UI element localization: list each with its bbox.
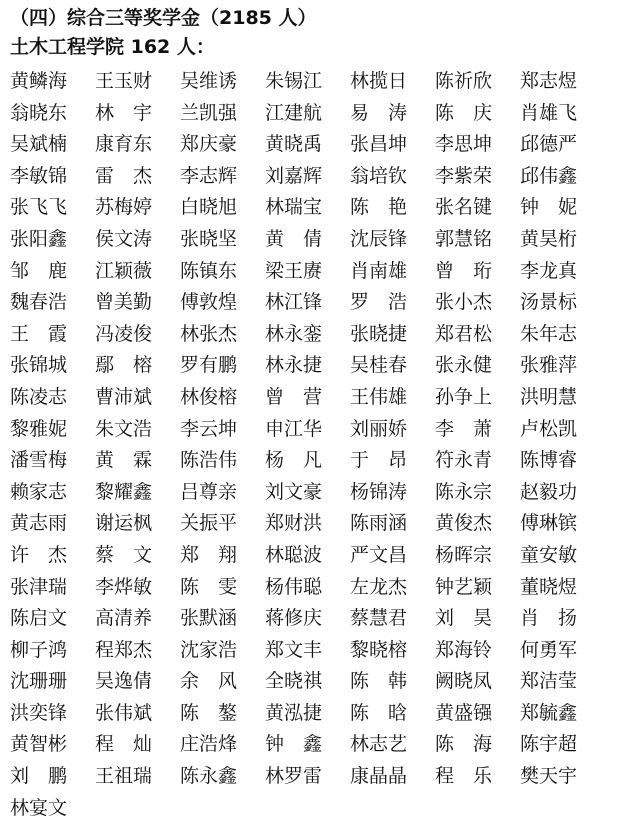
student-name: 朱锡江 — [265, 70, 323, 92]
student-name: 陈雨涵 — [350, 512, 408, 535]
student-name: 林 宇 — [95, 101, 153, 124]
student-name: 钟 妮 — [520, 196, 578, 219]
student-name: 杨伟聪 — [265, 575, 323, 598]
student-name: 肖雄飞 — [520, 101, 578, 124]
student-name: 邱德严 — [520, 133, 578, 156]
student-name: 李 萧 — [435, 417, 493, 440]
student-name: 李龙真 — [520, 259, 578, 282]
student-name: 张默涵 — [180, 607, 238, 630]
student-name: 黎晓榕 — [350, 638, 408, 661]
student-name: 王祖瑞 — [95, 765, 153, 788]
section-title: （四）综合三等奖学金（2185 人） — [10, 7, 317, 29]
student-name: 陈永鑫 — [180, 765, 238, 788]
student-name: 张雅萍 — [520, 354, 578, 377]
student-name: 严文昌 — [350, 543, 408, 566]
student-name: 杨锦涛 — [350, 480, 408, 503]
student-name: 钟艺颖 — [435, 575, 493, 598]
student-name: 何勇军 — [520, 638, 578, 661]
student-name: 李紫荣 — [435, 164, 493, 187]
student-name: 黄盛镪 — [435, 701, 493, 724]
student-name: 黄鳞海 — [10, 70, 68, 92]
student-name: 魏春浩 — [10, 291, 68, 314]
student-name: 王 霞 — [10, 322, 68, 345]
student-name: 吴斌楠 — [10, 133, 68, 156]
student-name: 卢松凯 — [520, 417, 578, 440]
student-name: 傅琳镔 — [520, 512, 578, 535]
student-name: 翁培钦 — [350, 164, 408, 187]
student-name: 林俊榕 — [180, 385, 238, 408]
student-name: 黄俊杰 — [435, 512, 493, 535]
student-name: 林罗雷 — [265, 765, 323, 788]
student-name: 关振平 — [180, 512, 238, 535]
student-name: 朱年志 — [520, 322, 578, 345]
student-name: 曾 营 — [265, 385, 323, 408]
student-name: 张锦城 — [10, 354, 68, 377]
student-name: 林张杰 — [180, 322, 238, 345]
student-name: 曾 珩 — [435, 259, 493, 282]
student-name: 陈宇超 — [520, 733, 578, 756]
student-name: 吕尊亲 — [180, 480, 238, 503]
student-name: 程郑杰 — [95, 638, 153, 661]
student-name: 邹 鹿 — [10, 259, 68, 282]
student-name: 蔡慧君 — [350, 607, 408, 630]
student-name: 白晓旭 — [180, 196, 238, 219]
student-name: 陈 庆 — [435, 101, 493, 124]
student-name: 曾美勤 — [95, 291, 153, 314]
student-name: 侯文涛 — [95, 227, 153, 250]
student-name: 黄 倩 — [265, 227, 323, 250]
student-name: 陈镇东 — [180, 259, 238, 282]
student-name: 左龙杰 — [350, 575, 408, 598]
student-name: 黎耀鑫 — [95, 480, 153, 503]
student-name: 李敏锦 — [10, 164, 68, 187]
student-name: 兰凯强 — [180, 101, 238, 124]
student-name: 洪明慧 — [520, 385, 578, 408]
student-name: 张晓捷 — [350, 322, 408, 345]
student-name: 黄晓禹 — [265, 133, 323, 156]
student-name: 申江华 — [265, 417, 323, 440]
student-name: 程 乐 — [435, 765, 493, 788]
student-name: 黄 霖 — [95, 449, 153, 472]
student-name: 黄昊桁 — [520, 227, 578, 250]
student-name: 罗 浩 — [350, 291, 408, 314]
student-name: 江颖薇 — [95, 259, 153, 282]
student-name: 康晶晶 — [350, 765, 408, 788]
student-name: 陈 海 — [435, 733, 493, 756]
student-name: 张晓坚 — [180, 227, 238, 250]
student-name: 曹沛斌 — [95, 385, 153, 408]
student-name: 黄泓捷 — [265, 701, 323, 724]
student-name: 张津瑞 — [10, 575, 68, 598]
student-name: 苏梅婷 — [95, 196, 153, 219]
student-name: 刘 鹏 — [10, 765, 68, 788]
student-name: 陈 雯 — [180, 575, 238, 598]
student-name: 谢运枫 — [95, 512, 153, 535]
student-name: 吴桂春 — [350, 354, 408, 377]
student-name: 董晓煜 — [520, 575, 578, 598]
student-name: 张永健 — [435, 354, 493, 377]
student-name: 吴逸倩 — [95, 670, 153, 693]
student-name: 张名键 — [435, 196, 493, 219]
student-name: 许 杰 — [10, 543, 68, 566]
student-name: 余 风 — [180, 670, 238, 693]
student-name: 郭慧铭 — [435, 227, 493, 250]
student-name: 康育东 — [95, 133, 153, 156]
student-name: 潘雪梅 — [10, 449, 68, 472]
student-name: 郑庆豪 — [180, 133, 238, 156]
student-name: 孙争上 — [435, 385, 493, 408]
student-name: 陈祈欣 — [435, 70, 493, 92]
student-name: 鄢 榕 — [95, 354, 153, 377]
student-name: 杨 凡 — [265, 449, 323, 472]
student-name: 陈 艳 — [350, 196, 408, 219]
student-name: 罗有鹏 — [180, 354, 238, 377]
student-name: 陈 晗 — [350, 701, 408, 724]
student-name: 高清养 — [95, 607, 153, 630]
student-name: 杨晖宗 — [435, 543, 493, 566]
student-name: 李烨敏 — [95, 575, 153, 598]
student-name: 朱文浩 — [95, 417, 153, 440]
student-name: 钟 鑫 — [265, 733, 323, 756]
student-name: 张昌坤 — [350, 133, 408, 156]
student-name: 汤景标 — [520, 291, 578, 314]
student-name: 李云坤 — [180, 417, 238, 440]
student-name: 陈浩伟 — [180, 449, 238, 472]
student-name: 林永捷 — [265, 354, 323, 377]
student-name: 郑海铃 — [435, 638, 493, 661]
college-title: 土木工程学院 162 人： — [10, 36, 215, 58]
student-name: 刘嘉辉 — [265, 164, 323, 187]
student-name: 易 涛 — [350, 101, 408, 124]
student-name: 黄智彬 — [10, 733, 68, 756]
student-name: 蔡 文 — [95, 543, 153, 566]
student-name: 林揽日 — [350, 70, 408, 92]
student-name: 陈 韩 — [350, 670, 408, 693]
student-name: 沈辰锋 — [350, 227, 408, 250]
student-name: 肖南雄 — [350, 259, 408, 282]
student-name: 张阳鑫 — [10, 227, 68, 250]
student-name: 赵毅功 — [520, 480, 578, 503]
student-name: 赖家志 — [10, 480, 68, 503]
student-name: 林瑞宝 — [265, 196, 323, 219]
student-name: 梁王赓 — [265, 259, 323, 282]
student-name: 王伟雄 — [350, 385, 408, 408]
student-name: 黎雅妮 — [10, 417, 68, 440]
student-name: 郑文丰 — [265, 638, 323, 661]
student-name: 张伟斌 — [95, 701, 153, 724]
document-page — [10, 4, 610, 824]
student-name: 童安敏 — [520, 543, 578, 566]
student-name: 沈家浩 — [180, 638, 238, 661]
student-name: 樊天宇 — [520, 765, 578, 788]
student-name: 郑志煜 — [520, 70, 578, 92]
student-name: 李志辉 — [180, 164, 238, 187]
student-name: 肖 扬 — [520, 607, 578, 630]
names-grid — [10, 66, 610, 824]
student-name: 程 灿 — [95, 733, 153, 756]
student-name: 符永青 — [435, 449, 493, 472]
student-name: 吴维诱 — [180, 70, 238, 92]
student-name: 刘文豪 — [265, 480, 323, 503]
student-name: 林江锋 — [265, 291, 323, 314]
student-name: 傅敦煌 — [180, 291, 238, 314]
student-name: 陈 鏊 — [180, 701, 238, 724]
student-name: 冯凌俊 — [95, 322, 153, 345]
student-name: 翁晓东 — [10, 101, 68, 124]
student-name: 陈凌志 — [10, 385, 68, 408]
student-name: 林志艺 — [350, 733, 408, 756]
student-name: 雷 杰 — [95, 164, 153, 187]
student-name: 郑君松 — [435, 322, 493, 345]
student-name: 陈博睿 — [520, 449, 578, 472]
student-name: 刘丽娇 — [350, 417, 408, 440]
student-name: 全晓祺 — [265, 670, 323, 693]
student-name: 邱伟鑫 — [520, 164, 578, 187]
student-name: 江建航 — [265, 101, 323, 124]
student-name: 林永銮 — [265, 322, 323, 345]
student-name: 于 昂 — [350, 449, 408, 472]
student-name: 林宴文 — [10, 796, 68, 819]
student-name: 柳子鸿 — [10, 638, 68, 661]
student-name: 刘 昊 — [435, 607, 493, 630]
student-name: 沈珊珊 — [10, 670, 68, 693]
student-name: 王玉财 — [95, 70, 153, 92]
student-name: 郑财洪 — [265, 512, 323, 535]
student-name: 李思坤 — [435, 133, 493, 156]
student-name: 陈永宗 — [435, 480, 493, 503]
student-name: 郑洁莹 — [520, 670, 578, 693]
student-name: 庄浩烽 — [180, 733, 238, 756]
student-name: 张飞飞 — [10, 196, 68, 219]
student-name: 阙晓凤 — [435, 670, 493, 693]
student-name: 黄志雨 — [10, 512, 68, 535]
student-name: 郑毓鑫 — [520, 701, 578, 724]
student-name: 林聪波 — [265, 543, 323, 566]
student-name: 郑 翔 — [180, 543, 238, 566]
student-name: 蒋修庆 — [265, 607, 323, 630]
student-name: 张小杰 — [435, 291, 493, 314]
student-name: 洪奕锋 — [10, 701, 68, 724]
student-name: 陈启文 — [10, 607, 68, 630]
